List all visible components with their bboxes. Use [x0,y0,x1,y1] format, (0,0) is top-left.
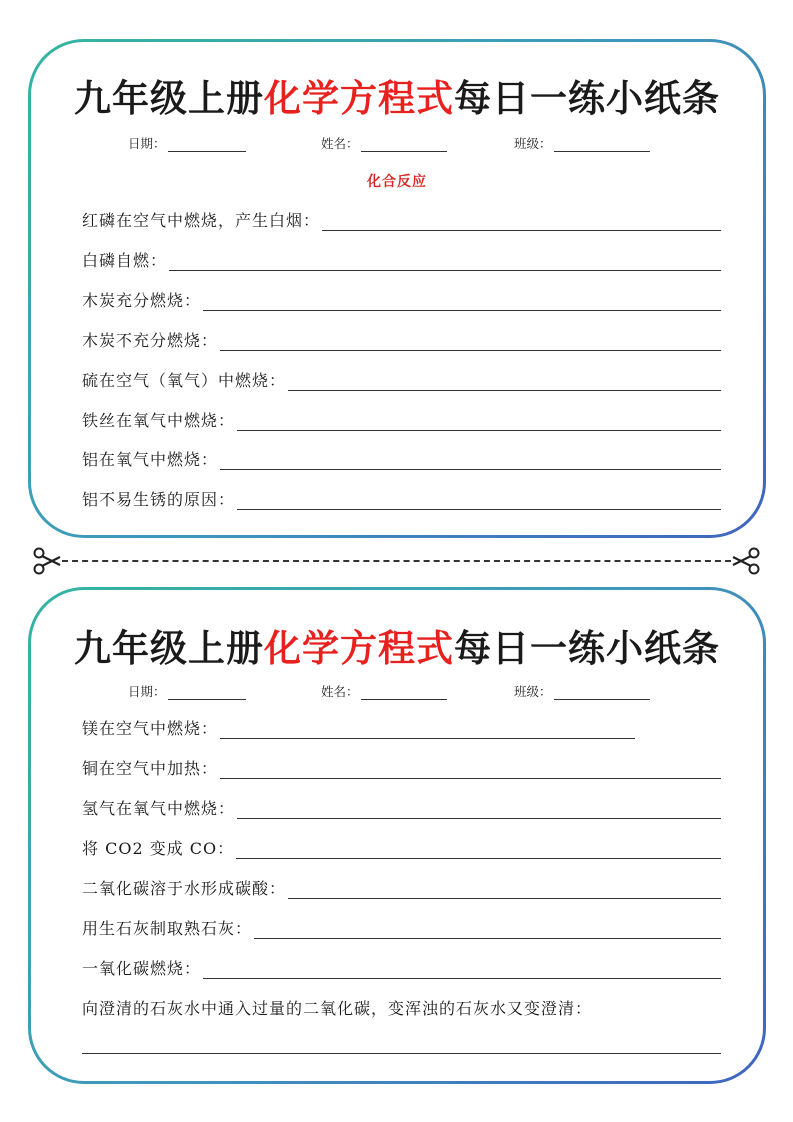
name-label: 姓名： [321,684,359,699]
question-label: 一氧化碳燃烧： [82,959,202,978]
question-row[interactable] [82,368,721,391]
question-label: 用生石灰制取熟石灰： [82,919,253,938]
question-row[interactable] [82,796,721,819]
question-row[interactable] [82,208,721,231]
name-field[interactable] [321,134,447,152]
card-title [31,68,763,122]
answer-line[interactable] [288,372,721,391]
answer-line[interactable] [220,760,721,779]
answer-line[interactable] [237,800,721,819]
answer-line[interactable] [220,451,721,470]
question-label: 白磷自燃： [82,251,168,270]
class-blank[interactable] [554,137,650,152]
question-label: 木炭不充分燃烧： [82,331,219,350]
class-label: 班级： [514,684,552,699]
question-label: 铝不易生锈的原因： [82,490,236,509]
answer-line[interactable] [220,720,635,739]
worksheet-card-1 [28,39,766,538]
title-suffix: 每日一练小纸条 [454,76,720,120]
cut-line [62,560,731,562]
title-highlight: 化学方程式 [264,626,454,670]
date-field[interactable] [128,682,246,700]
answer-line[interactable] [236,840,721,859]
question-label: 二氧化碳溶于水形成碳酸： [82,879,287,898]
answer-line[interactable] [203,960,721,979]
question-label: 铁丝在氧气中燃烧： [82,411,236,430]
answer-line[interactable] [288,880,721,899]
section-heading: 化合反应 [367,174,427,190]
worksheet-card-2 [28,587,766,1084]
answer-line[interactable] [322,212,721,231]
answer-line[interactable] [82,1053,721,1054]
question-row[interactable] [82,328,721,351]
question-row[interactable] [82,836,721,859]
class-field[interactable] [514,682,650,700]
question-row[interactable] [82,248,721,271]
scissors-icon [731,546,761,576]
question-label: 红磷在空气中燃烧，产生白烟： [82,211,321,230]
date-blank[interactable] [168,137,246,152]
answer-line[interactable] [254,920,721,939]
question-row[interactable] [82,447,721,470]
question-row[interactable] [82,716,635,739]
card-title [31,618,763,672]
question-row[interactable] [82,916,721,939]
answer-line[interactable] [237,412,721,431]
question-label: 将 CO2 变成 CO： [82,839,235,858]
question-label: 铝在氧气中燃烧： [82,450,219,469]
title-prefix: 九年级上册 [74,626,264,670]
question-row[interactable] [82,956,721,979]
question-label: 镁在空气中燃烧： [82,719,219,738]
question-row[interactable] [82,487,721,510]
date-label: 日期： [128,136,166,151]
name-label: 姓名： [321,136,359,151]
class-field[interactable] [514,134,650,152]
date-label: 日期： [128,684,166,699]
name-field[interactable] [321,682,447,700]
question-row[interactable] [82,876,721,899]
question-row[interactable] [82,288,721,311]
question-row[interactable] [82,756,721,779]
title-suffix: 每日一练小纸条 [454,626,720,670]
name-blank[interactable] [361,137,447,152]
date-blank[interactable] [168,685,246,700]
question-row [82,996,721,1019]
answer-line[interactable] [220,332,721,351]
name-blank[interactable] [361,685,447,700]
question-label: 木炭充分燃烧： [82,291,202,310]
question-label: 铜在空气中加热： [82,759,219,778]
question-label: 氢气在氧气中燃烧： [82,799,236,818]
answer-line[interactable] [237,491,721,510]
title-highlight: 化学方程式 [264,76,454,120]
scissors-icon [32,546,62,576]
answer-line[interactable] [169,252,721,271]
question-row[interactable] [82,408,721,431]
title-prefix: 九年级上册 [74,76,264,120]
answer-line[interactable] [203,292,721,311]
question-label: 向澄清的石灰水中通入过量的二氧化碳，变浑浊的石灰水又变澄清： [82,999,593,1018]
question-label: 硫在空气（氧气）中燃烧： [82,371,287,390]
date-field[interactable] [128,134,246,152]
class-blank[interactable] [554,685,650,700]
class-label: 班级： [514,136,552,151]
